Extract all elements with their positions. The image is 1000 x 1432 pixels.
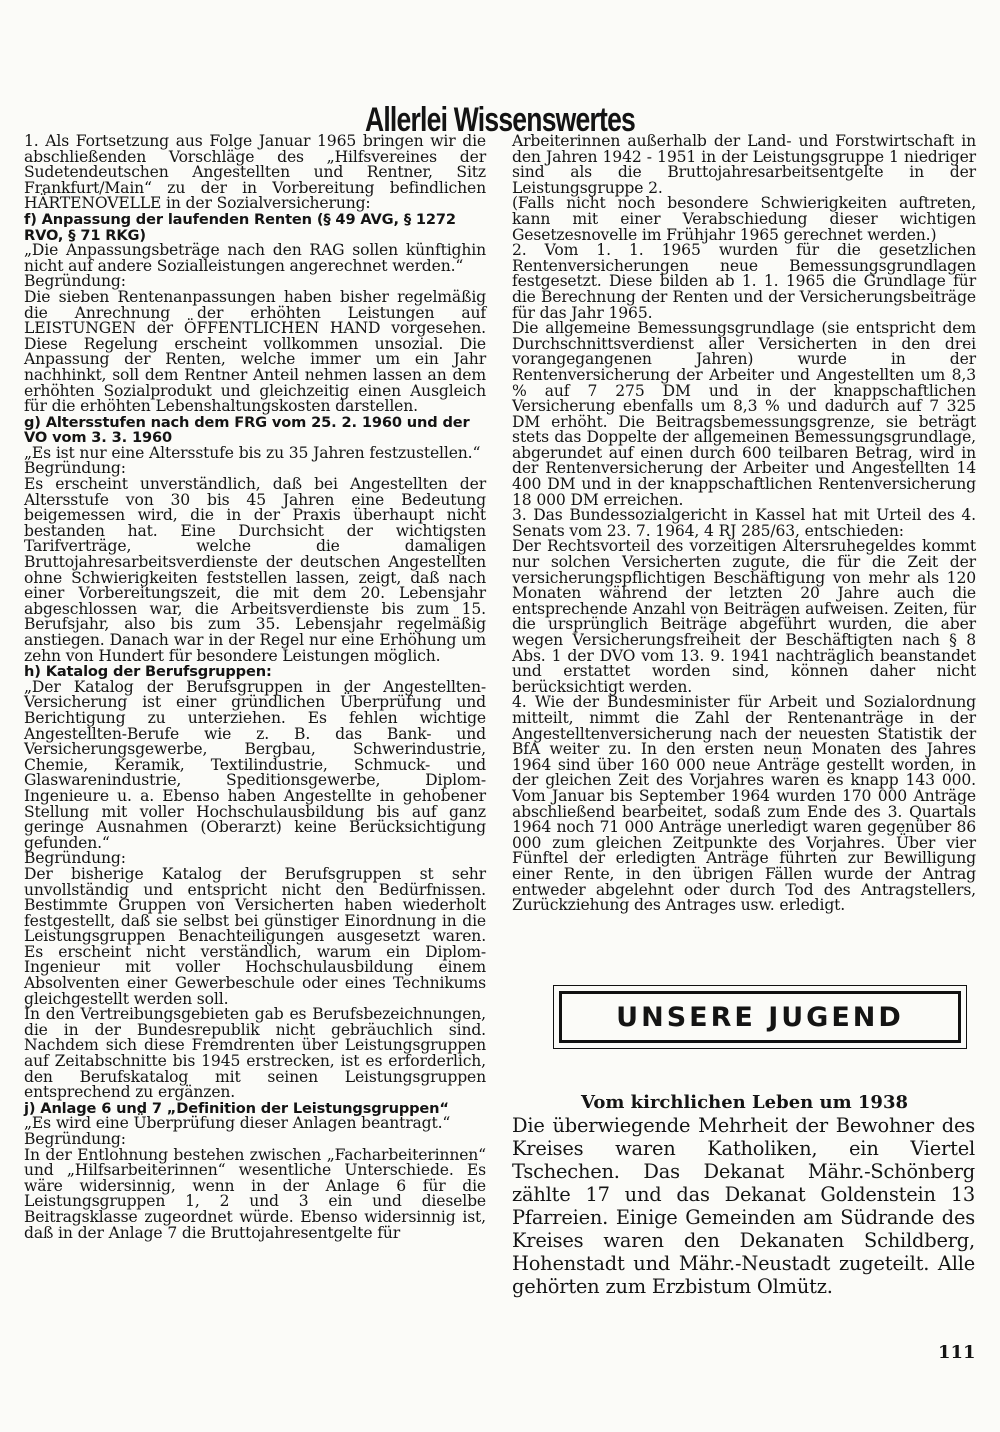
paragraph: Begründung: <box>24 1130 126 1148</box>
paragraph: In der Entlohnung bestehen zwischen „Facharbeiterinnen“ und „Hilfsarbeiterinnen“ wesentliche Unterschiede. Es wäre widersinnig, wenn in der Anlage 6 für die Leistungsgruppen 1, 2 und 3 ein und dieselbe Beitragsklasse zugeordnet würde. Ebenso widersinnig ist, daß in der Anlage 7 die Bruttojahresentgelte für <box>24 1145 486 1242</box>
paragraph: In den Vertreibungsgebieten gab es Berufsbezeichnungen, die in der Bundesrepublik nicht gebräuchlich sind. Nachdem sich diese Fremdrenten über Leistungsgruppen auf Zeitabschnitte bis 1945 erstrecken, ist es erforderlich, den Berufskatalog mit seinen Leistungsgruppen entsprechend zu ergänzen. <box>24 1005 486 1102</box>
right-column <box>512 134 976 914</box>
paragraph: 2. Vom 1. 1. 1965 wurden für die gesetzlichen Rentenversicherungen neue Bemessungsgrundlagen festgesetzt. Diese bilden ab 1. 1. 1965 die Grundlage für die Berechnung der Renten und der Versicherungsbeiträge für das Jahr 1965. <box>512 241 976 322</box>
paragraph: „Der Katalog der Berufsgruppen in der Angestellten-Versicherung ist einer gründlichen Überprüfung und Berichtigung zu unterziehen. Es fehlen wichtige Angestellten-Berufe wie z. B. das Bank- und Versicherungsgewerbe, Bergbau, Schwerindustrie, Chemie, Keramik, Textilindustrie, Schmuck- und Glaswarenindustrie, Speditionsgewerbe, Diplom-Ingenieure u. a. Ebenso haben Angestellte in gehobener Stellung mit voller Hochschulausbildung bis auf ganz geringe Ausnahmen (Oberarzt) keine Berücksichtigung gefunden.“ <box>24 677 486 852</box>
section-banner-label: UNSERE JUGEND <box>616 1001 904 1033</box>
paragraph: Der Rechtsvorteil des vorzeitigen Altersruhegeldes kommt nur solchen Versicherten zugute, die für die Zeit der versicherungspflichtigen Beschäftigung von mehr als 120 Monaten während der letzten 20 Jahre auch die entsprechende Anzahl von Beiträgen aufweisen. Zeiten, für die ursprünglich Beiträge abgeführt wurden, die aber wegen Versicherungsfreiheit der Beschäftigten nach § 8 Abs. 1 der DVO vom 13. 9. 1941 nachträglich beanstandet und erstattet worden sind, können daher nicht berücksichtigt werden. <box>512 537 976 696</box>
paragraph: Begründung: <box>24 849 126 868</box>
paragraph: Die allgemeine Bemessungsgrundlage (sie entspricht dem Durchschnittsverdienst aller Versicherten in den drei vorangegangenen Jahren) wurde in der Rentenversicherung der Arbeiter und Angestellten um 8,3 % auf 7 275 DM und in der knappschaftlichen Versicherung ebenfalls um 8,3 % und dadurch auf 7 325 DM erhöht. Die Beitragsbemessungsgrenze, sie beträgt stets das Doppelte der allgemeinen Bemessungsgrundlage, abgerundet auf einen durch 600 teilbaren Betrag, wird in der Rentenversicherung der Arbeiter und Angestellten 14 400 DM und in der knappschaftlichen Rentenversicherung 18 000 DM erreichen. <box>512 319 976 509</box>
subsection-heading: h) Katalog der Berufsgruppen: <box>24 663 272 681</box>
paragraph: „Die Anpassungsbeträge nach den RAG sollen künftighin nicht auf andere Sozialleistungen angerechnet werden.“ <box>24 241 486 275</box>
section-banner-frame <box>559 991 961 1043</box>
section-banner <box>553 985 967 1049</box>
paragraph: Begründung: <box>24 272 126 291</box>
paragraph: Begründung: <box>24 459 126 478</box>
paragraph: Der bisherige Katalog der Berufsgruppen st sehr unvollständig und entspricht nicht den Bedürfnissen. Bestimmte Gruppen von Versicherten haben wiederholt festgestellt, daß sie selbst bei günstiger Einordnung in die Leistungsgruppen Benachteiligungen ausgesetzt waren. Es erscheint nicht verständlich, warum ein Diplom-Ingenieur mit voller Hochschulausbildung einem Absolventen einer Gewerbeschule oder eines Technikums gleichgestellt werden soll. <box>24 864 486 1008</box>
paragraph: Es erscheint unverständlich, daß bei Angestellten der Altersstufe von 30 bis 45 Jahren eine Bedeutung beigemessen wird, die in der Praxis überhaupt nicht bestanden hat. Eine Durchsicht der wichtigsten Tarifverträge, welche die damaligen Bruttojahresarbeitsverdienste der deutschen Angestellten ohne Schwierigkeiten feststellen lassen, zeigt, daß nach einer Vorbereitungszeit, die mit dem 20. Lebensjahr abgeschlossen war, die Arbeitsverdienste bis zum 15. Berufsjahr, also bis zum 35. Lebensjahr regelmäßig anstiegen. Danach war in der Regel nur eine Erhöhung um zehn von Hundert für besondere Leistungen möglich. <box>24 475 486 665</box>
paragraph: Arbeiterinnen außerhalb der Land- und Forstwirtschaft in den Jahren 1942 - 1951 in der Leistungsgruppe 1 niedriger sind als die Bruttojahresarbeitsentgelte in der Leistungsgruppe 2. <box>512 132 976 197</box>
paragraph: „Es ist nur eine Altersstufe bis zu 35 Jahren festzustellen.“ <box>24 443 481 462</box>
paragraph: 4. Wie der Bundesminister für Arbeit und Sozialordnung mitteilt, nimmt die Zahl der Rentenanträge in der Angestelltenversicherung nach der neuesten Statistik der BfA weiter zu. In den ersten neun Monaten des Jahres 1964 sind über 160 000 neue Anträge gestellt worden, in der gleichen Zeit des Vorjahres waren es knapp 143 000. Vom Januar bis September 1964 wurden 170 000 Anträge abschließend bearbeitet, sodaß zum Ende des 3. Quartals 1964 noch 71 000 Anträge unerledigt waren gegenüber 86 000 zum gleichen Zeitpunkte des Vorjahres. Über vier Fünftel der erledigten Anträge führten zur Bewilligung einer Rente, in den übrigen Fällen wurde der Antrag entweder abgelehnt oder durch Tod des Antragstellers, Zurückziehung des Antrages usw. erledigt. <box>512 693 976 915</box>
subsection-heading: j) Anlage 6 und 7 „Definition der Leistungsgruppen“ <box>24 1099 449 1117</box>
page-number: 111 <box>938 1342 976 1363</box>
paragraph: 1. Als Fortsetzung aus Folge Januar 1965 bringen wir die abschließenden Vorschläge des „Hilfsvereines der Sudetendeutschen Angestellten und Rentner, Sitz Frankfurt/Main“ zu der in Vorbereitung befindlichen HÄRTENOVELLE in der Sozialversicherung: <box>24 132 486 213</box>
article-title: Vom kirchlichen Leben um 1938 <box>581 1092 908 1113</box>
paragraph: Die sieben Rentenanpassungen haben bisher regelmäßig die Anrechnung der erhöhten Leistungen auf LEISTUNGEN der ÖFFENTLICHEN HAND vorgesehen. Diese Regelung erscheint vollkommen unsozial. Die Anpassung der Renten, welche immer um ein Jahr nachhinkt, soll dem Rentner Anteil nehmen lassen an dem erhöhten Sozialprodukt und gleichzeitig einen Ausgleich für die erhöhten Lebenshaltungskosten darstellen. <box>24 287 486 416</box>
paragraph: (Falls nicht noch besondere Schwierigkeiten auftreten, kann mit einer Verabschiedung dieser wichtigen Gesetzesnovelle im Frühjahr 1965 gerechnet werden.) <box>512 194 976 244</box>
paragraph: „Es wird eine Überprüfung dieser Anlagen beantragt.“ <box>24 1114 451 1133</box>
page-title: Allerlei Wissenswertes <box>364 100 636 139</box>
paragraph: 3. Das Bundessozialgericht in Kassel hat mit Urteil des 4. Senats vom 23. 7. 1964, 4 RJ 285/63, entschieden: <box>512 506 976 540</box>
subsection-heading: g) Altersstufen nach dem FRG vom 25. 2. 1960 und der VO vom 3. 3. 1960 <box>24 413 470 447</box>
subsection-heading: f) Anpassung der laufenden Renten (§ 49 AVG, § 1272 RVO, § 71 RKG) <box>24 210 456 244</box>
article-body: Die überwiegende Mehrheit der Bewohner des Kreises waren Katholiken, ein Viertel Tschechen. Das Dekanat Mähr.-Schönberg zählte 17 und das Dekanat Goldenstein 13 Pfarreien. Einige Gemeinden am Südrande des Kreises waren den Dekanaten Schildberg, Hohenstadt und Mähr.-Neustadt zugeteilt. Alle gehörten zum Erzbistum Olmütz. <box>512 1114 975 1298</box>
left-column <box>24 134 486 1241</box>
